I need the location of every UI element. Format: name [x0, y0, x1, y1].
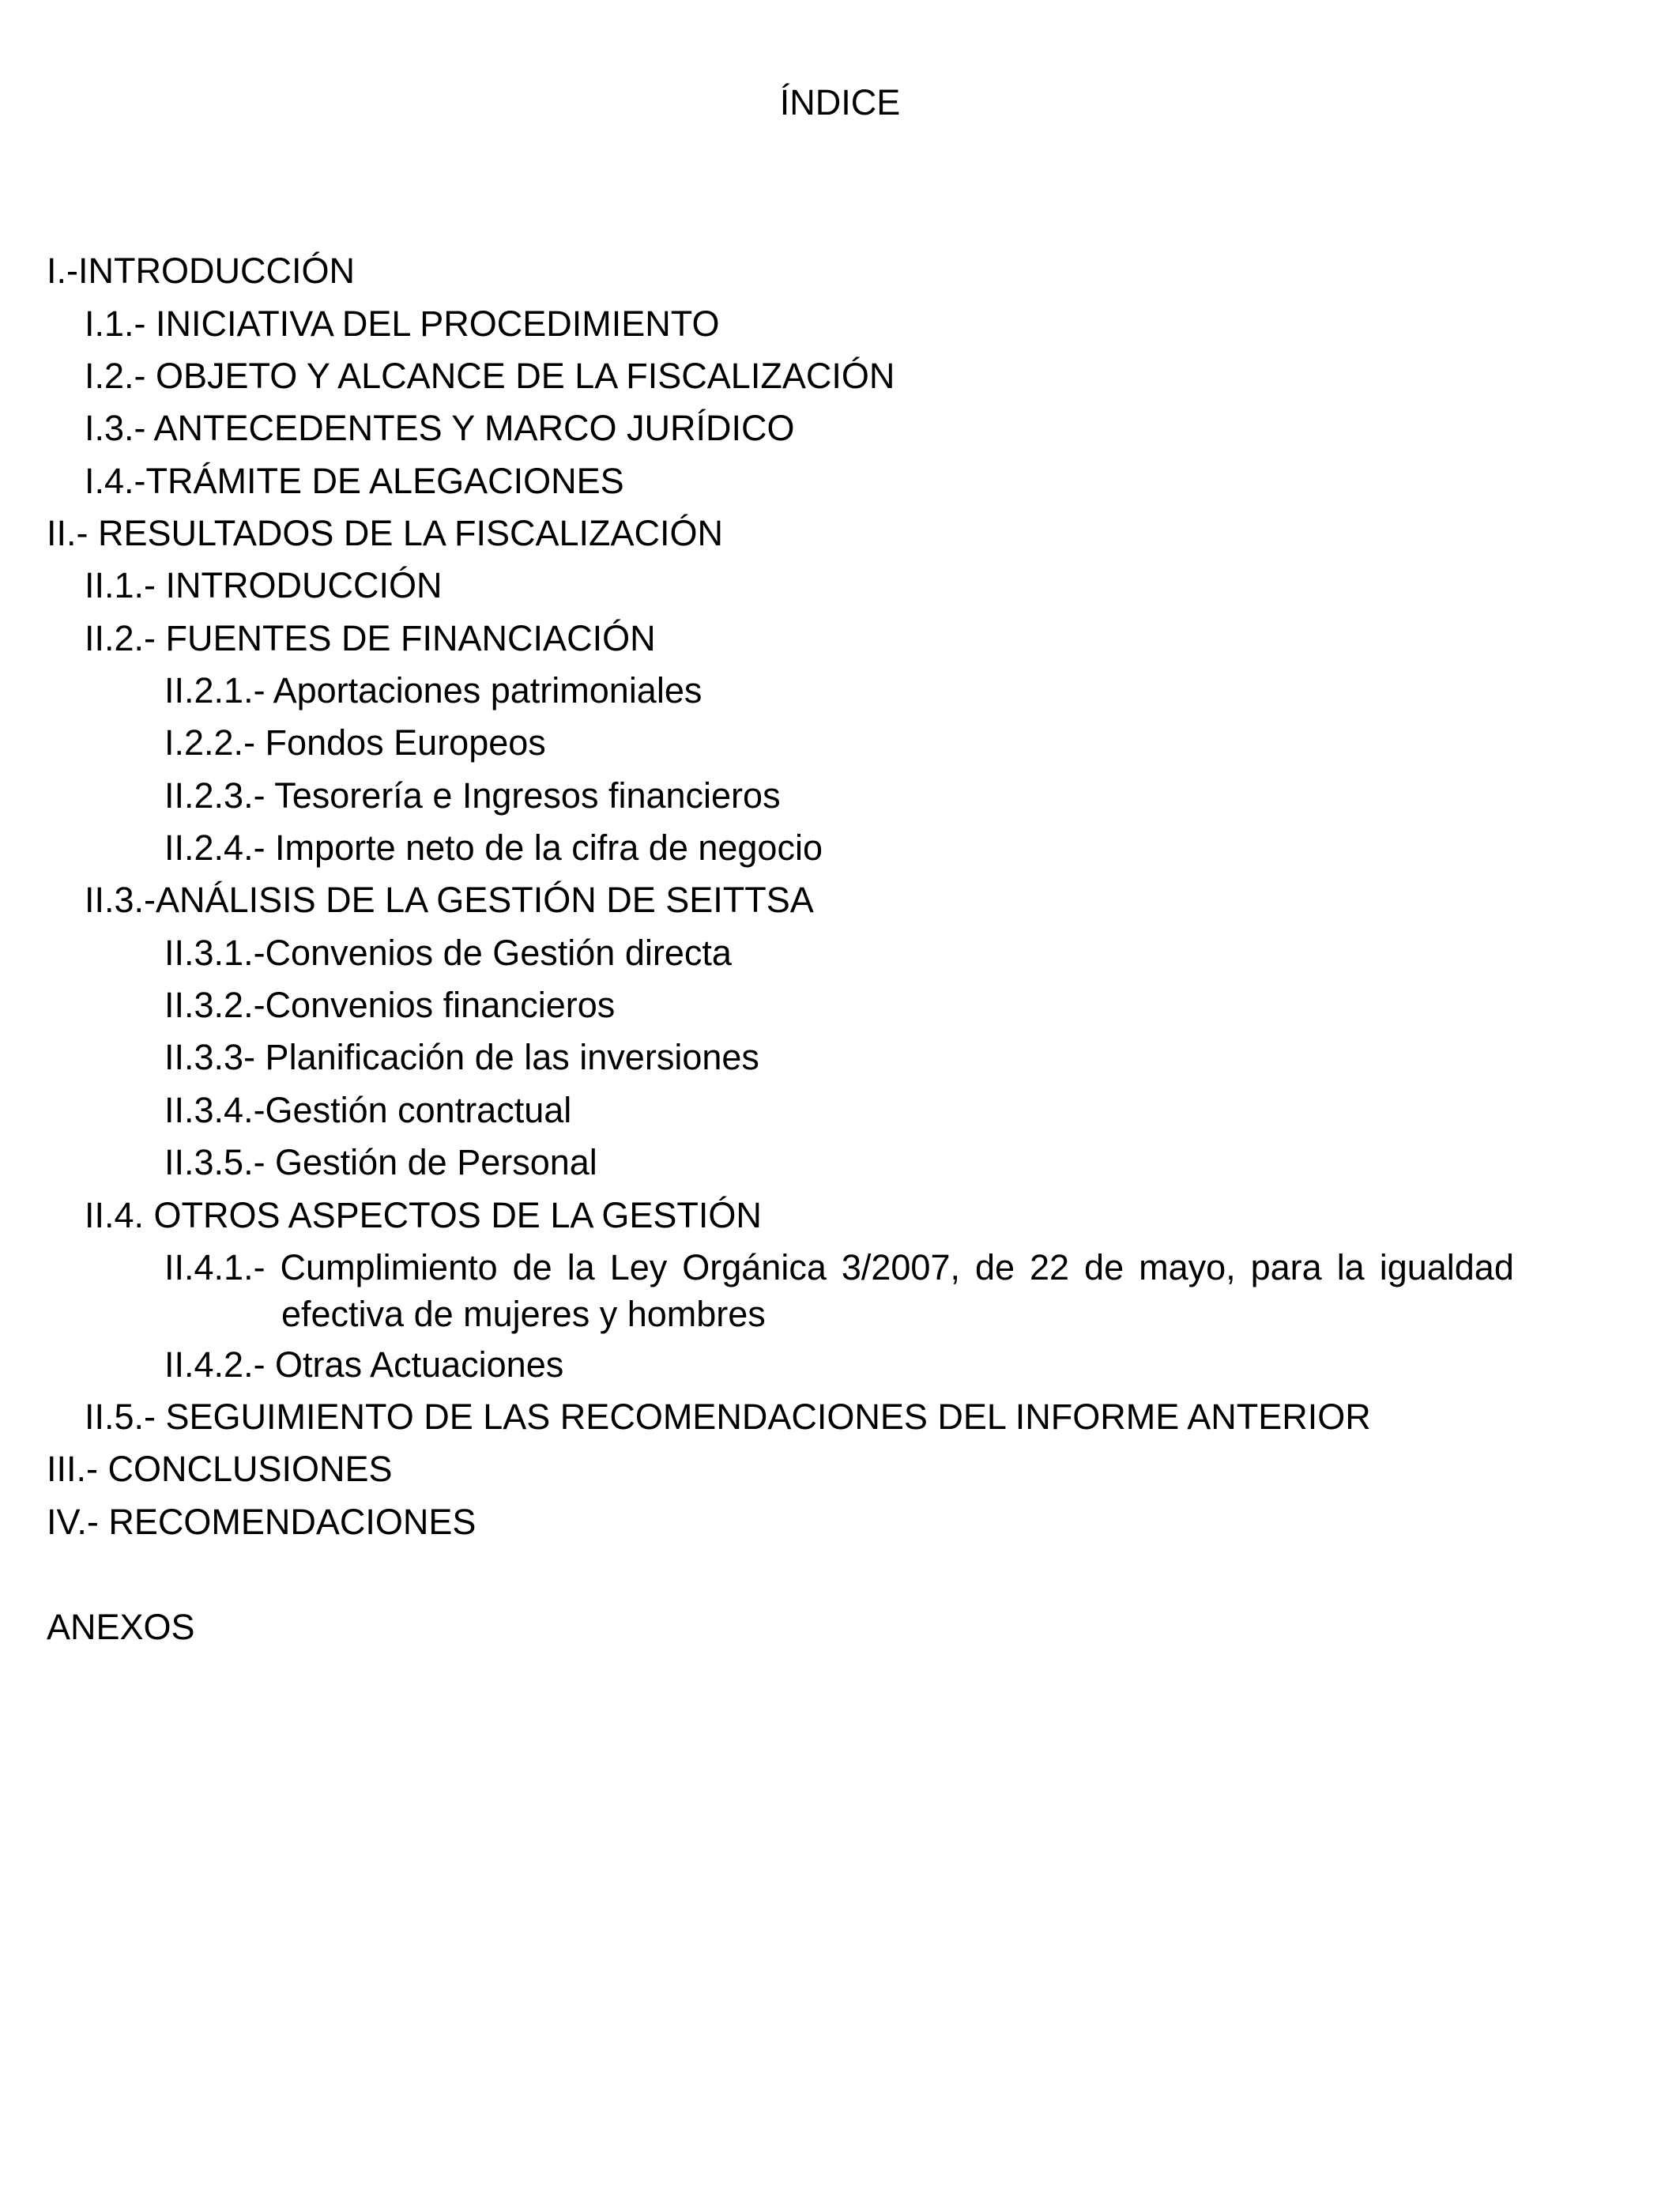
- toc-word: de: [1084, 1247, 1124, 1287]
- toc-entry-fondos-europeos: I.2.2.- Fondos Europeos: [164, 722, 546, 763]
- toc-entry-convenios-financieros: II.3.2.-Convenios financieros: [164, 985, 616, 1025]
- toc-entry-gestion-personal: II.3.5.- Gestión de Personal: [164, 1142, 597, 1182]
- toc-entry-antecedentes: I.3.- ANTECEDENTES Y MARCO JURÍDICO: [85, 408, 795, 448]
- toc-entry-otros-aspectos: II.4. OTROS ASPECTOS DE LA GESTIÓN: [85, 1195, 762, 1235]
- toc-word: para: [1250, 1247, 1322, 1287]
- toc-entry-convenios-gestion: II.3.1.-Convenios de Gestión directa: [164, 933, 732, 973]
- toc-word: la: [567, 1247, 595, 1287]
- toc-word: II.4.1.-: [164, 1247, 266, 1287]
- toc-entry-objeto-alcance: I.2.- OBJETO Y ALCANCE DE LA FISCALIZACIÓN: [85, 356, 895, 396]
- toc-entry-introduccion: I.-INTRODUCCIÓN: [47, 251, 355, 291]
- toc-entry-iniciativa: I.1.- INICIATIVA DEL PROCEDIMIENTO: [85, 303, 720, 344]
- page-title: ÍNDICE: [779, 82, 901, 123]
- toc-entry-seguimiento: II.5.- SEGUIMIENTO DE LAS RECOMENDACIONES DEL INFORME ANTERIOR: [85, 1397, 1371, 1437]
- toc-word: igualdad: [1379, 1247, 1514, 1287]
- toc-word: mayo,: [1139, 1247, 1236, 1287]
- toc-entry-conclusiones: III.- CONCLUSIONES: [47, 1449, 393, 1489]
- toc-entry-ley-organica-line2: efectiva de mujeres y hombres: [281, 1294, 766, 1334]
- toc-entry-recomendaciones: IV.- RECOMENDACIONES: [47, 1502, 477, 1542]
- toc-word: la: [1336, 1247, 1365, 1287]
- toc-entry-otras-actuaciones: II.4.2.- Otras Actuaciones: [164, 1344, 564, 1385]
- toc-entry-ley-organica-line1: [164, 1244, 1514, 1291]
- toc-entry-tramite-alegaciones: I.4.-TRÁMITE DE ALEGACIONES: [85, 461, 624, 501]
- toc-word: de: [974, 1247, 1015, 1287]
- toc-entry-ii-introduccion: II.1.- INTRODUCCIÓN: [85, 565, 443, 605]
- toc-entry-ley-organica: [164, 1244, 1514, 1337]
- toc-word: Orgánica: [682, 1247, 827, 1287]
- toc-word: de: [512, 1247, 552, 1287]
- toc-entry-resultados: II.- RESULTADOS DE LA FISCALIZACIÓN: [47, 513, 724, 553]
- toc-word: 3/2007,: [841, 1247, 960, 1287]
- toc-word: 22: [1030, 1247, 1070, 1287]
- toc-entry-importe-neto: II.2.4.- Importe neto de la cifra de negocio: [164, 827, 823, 868]
- toc-word: Cumplimiento: [280, 1247, 498, 1287]
- toc-entry-gestion-contractual: II.3.4.-Gestión contractual: [164, 1090, 572, 1130]
- toc-entry-planificacion: II.3.3- Planificación de las inversiones: [164, 1037, 759, 1077]
- toc-entry-analisis-gestion: II.3.-ANÁLISIS DE LA GESTIÓN DE SEITTSA: [85, 880, 814, 920]
- toc-word: Ley: [609, 1247, 668, 1287]
- toc-entry-anexos: ANEXOS: [47, 1607, 195, 1647]
- toc-entry-tesoreria: II.2.3.- Tesorería e Ingresos financieros: [164, 775, 781, 816]
- toc-entry-aportaciones: II.2.1.- Aportaciones patrimoniales: [164, 670, 703, 711]
- toc-entry-fuentes-financiacion: II.2.- FUENTES DE FINANCIACIÓN: [85, 618, 656, 658]
